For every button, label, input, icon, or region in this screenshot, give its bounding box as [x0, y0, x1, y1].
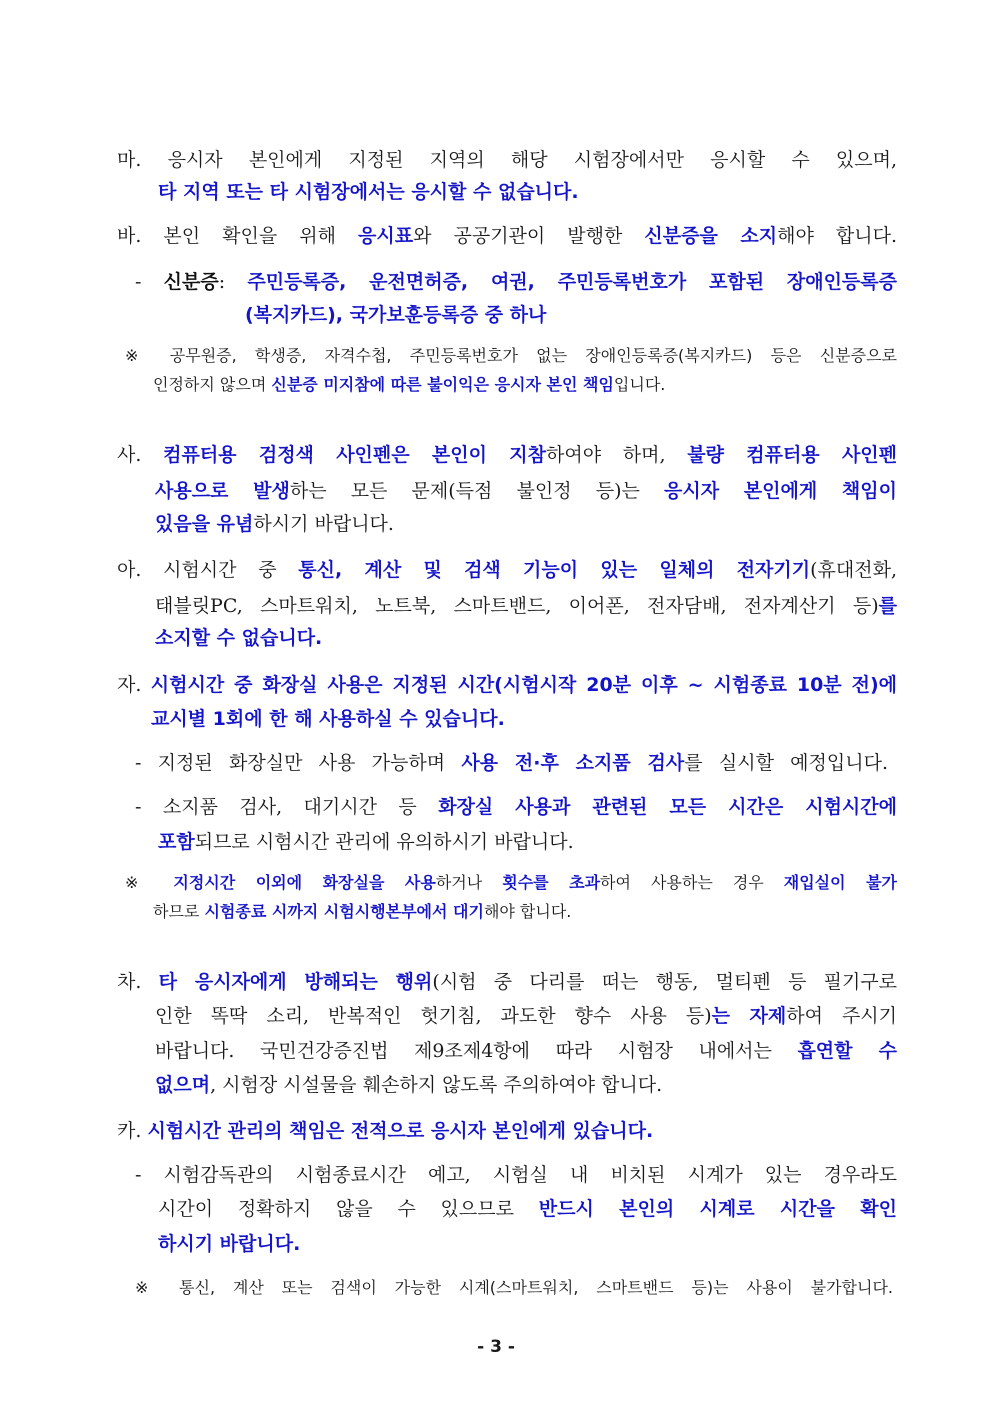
emphasis-segment: 타 지역 또는 타 시험장에서는 응시할 수 없습니다.: [158, 181, 579, 203]
text-segment: 하거나: [435, 873, 503, 892]
emphasis-segment: 화장실 사용과 관련된 모든 시간은 시험시간에: [438, 796, 897, 818]
emphasis-segment: 불량 컴퓨터용 사인펜: [687, 444, 897, 466]
text-line-cha-1: [117, 968, 897, 996]
text-segment: 바. 본인 확인을 위해: [117, 225, 359, 247]
text-segment: 하는 모든 문제(득점 불인정 등)는: [289, 480, 664, 502]
text-segment: 카.: [117, 1120, 148, 1142]
emphasis-segment: 재입실이 불가: [783, 873, 897, 892]
emphasis-segment: 있음을 유념: [155, 513, 254, 535]
text-segment: 하여 사용하는 경우: [600, 873, 784, 892]
text-segment: ※: [125, 873, 174, 892]
text-segment: 마. 응시자 본인에게 지정된 지역의 해당 시험장에서만 응시할 수 있으며,: [117, 149, 897, 171]
text-line-ba-note-1: [125, 343, 897, 371]
text-segment: 하므로: [153, 902, 205, 921]
emphasis-segment: 시험시간 관리의 책임은 전적으로 응시자 본인에게 있습니다.: [147, 1120, 654, 1142]
emphasis-segment: 사용 전·후 소지품 검사: [461, 752, 685, 774]
emphasis-segment: 지정시간 이외에 화장실을 사용: [173, 873, 436, 892]
text-line-ja-note-2: [153, 899, 571, 925]
emphasis-segment: 소지할 수 없습니다.: [155, 627, 323, 649]
emphasis-segment: 없으며: [155, 1074, 211, 1096]
text-segment: 바랍니다. 국민건강증진법 제9조제4항에 따라 시험장 내에서는: [155, 1040, 798, 1062]
emphasis-segment: 컴퓨터용 검정색 사인펜은 본인이 지참: [163, 444, 546, 466]
emphasis-segment: 는 자제: [711, 1005, 787, 1027]
text-segment: - 소지품 검사, 대기시간 등: [135, 796, 439, 818]
emphasis-segment: 통신, 계산 및 검색 기능이 있는 일체의 전자기기: [298, 559, 811, 581]
emphasis-segment: 신분증 미지참에 따른 불이익은 응시자 본인 책임: [271, 375, 614, 394]
text-line-ba-id-2: [245, 301, 546, 329]
text-line-cha-4: [155, 1071, 662, 1099]
emphasis-segment: 시험종료 시까지 시험시행본부에서 대기: [204, 902, 484, 921]
emphasis-segment: 흡연할 수: [797, 1040, 897, 1062]
text-segment: 해야 합니다.: [483, 902, 572, 921]
text-line-ja-note-1: [125, 870, 897, 898]
text-segment: :: [218, 271, 248, 293]
text-segment: 시간이 정확하지 않을 수 있으므로: [158, 1198, 539, 1220]
emphasis-segment: 응시표: [358, 225, 414, 247]
text-segment: 되므로 시험시간 관리에 유의하시기 바랍니다.: [194, 831, 574, 853]
emphasis-segment: 포함: [158, 831, 195, 853]
emphasis-segment: 응시자 본인에게 책임이: [664, 480, 897, 502]
emphasis-segment: 사용으로 발생: [155, 480, 290, 502]
text-line-a-3: [155, 624, 322, 652]
text-segment: 차.: [117, 971, 159, 993]
text-segment: 자.: [117, 674, 151, 696]
emphasis-segment: 반드시 본인의 시계로 시간을 확인: [538, 1198, 897, 1220]
emphasis-segment: (복지카드), 국가보훈등록증 중 하나: [245, 304, 547, 326]
emphasis-segment: 교시별 1회에 한 해 사용하실 수 있습니다.: [151, 708, 505, 730]
emphasis-segment: 신분증: [163, 271, 219, 293]
text-segment: ※ 공무원증, 학생증, 자격수첩, 주민등록번호가 없는 장애인등록증(복지카드) 등은 신분증으로: [125, 346, 897, 365]
emphasis-segment: 신분증을 소지: [644, 225, 778, 247]
text-segment: 사.: [117, 444, 164, 466]
text-segment: 태블릿PC, 스마트워치, 노트북, 스마트밴드, 이어폰, 전자담배, 전자계산기 등): [155, 595, 879, 617]
text-line-ja-d2-1: [135, 793, 897, 821]
text-line-ja-2: [151, 705, 505, 733]
text-segment: (휴대전화,: [810, 559, 897, 581]
text-line-ba-id-1: [135, 268, 897, 296]
text-line-ka-note: [135, 1275, 893, 1303]
emphasis-segment: 를: [878, 595, 897, 617]
text-line-cha-2: [155, 1002, 897, 1030]
text-line-ba-note-2: [153, 372, 665, 398]
text-segment: - 시험감독관의 시험종료시간 예고, 시험실 내 비치된 시계가 있는 경우라도: [135, 1164, 897, 1186]
text-segment: 인정하지 않으며: [153, 375, 272, 394]
text-segment: 입니다.: [613, 375, 666, 394]
text-segment: - 지정된 화장실만 사용 가능하며: [135, 752, 462, 774]
text-segment: 를 실시할 예정입니다.: [684, 752, 888, 774]
text-segment: 하여야 하며,: [545, 444, 688, 466]
text-line-sa-1: [117, 441, 897, 469]
text-segment: -: [135, 271, 164, 293]
text-line-ja-1: [117, 671, 897, 699]
text-line-sa-2: [155, 477, 897, 505]
text-segment: 인한 똑딱 소리, 반복적인 헛기침, 과도한 향수 사용 등): [155, 1005, 712, 1027]
text-segment: 와 공공기관이 발행한: [413, 225, 645, 247]
emphasis-segment: 타 응시자에게 방해되는 행위: [158, 971, 433, 993]
text-line-a-1: [117, 556, 897, 584]
page-number: - 3 -: [477, 1337, 515, 1357]
text-segment: ※ 통신, 계산 또는 검색이 가능한 시계(스마트워치, 스마트밴드 등)는 사용이 불가합니다.: [135, 1278, 893, 1297]
text-line-ja-d1: [135, 749, 888, 777]
text-segment: , 시험장 시설물을 훼손하지 않도록 주의하여야 합니다.: [210, 1074, 663, 1096]
emphasis-segment: 주민등록증, 운전면허증, 여권, 주민등록번호가 포함된 장애인등록증: [247, 271, 897, 293]
emphasis-segment: 하시기 바랍니다.: [158, 1233, 301, 1255]
text-line-sa-3: [155, 510, 394, 538]
emphasis-segment: 시험시간 중 화장실 사용은 지정된 시간(시험시작 20분 이후 ~ 시험종료 10분 전)에: [150, 674, 897, 696]
text-line-a-2: [155, 592, 897, 620]
text-segment: 하시기 바랍니다.: [253, 513, 394, 535]
text-line-ja-d2-2: [158, 828, 574, 856]
text-line-ka-d-3: [158, 1230, 300, 1258]
text-segment: (시험 중 다리를 떠는 행동, 멀티펜 등 필기구로: [432, 971, 897, 993]
text-line-ka-d-2: [158, 1195, 897, 1223]
text-segment: 아. 시험시간 중: [117, 559, 299, 581]
emphasis-segment: 횟수를 초과: [502, 873, 601, 892]
text-segment: 해야 합니다.: [777, 225, 897, 247]
text-line-cha-3: [155, 1037, 897, 1065]
text-line-ka-d-1: [135, 1161, 897, 1189]
text-line-ba-1: [117, 222, 897, 250]
text-segment: 하여 주시기: [786, 1005, 897, 1027]
text-line-ka-1: [117, 1117, 653, 1145]
text-line-ma-2: [158, 178, 579, 206]
text-line-ma-1: [117, 146, 897, 174]
